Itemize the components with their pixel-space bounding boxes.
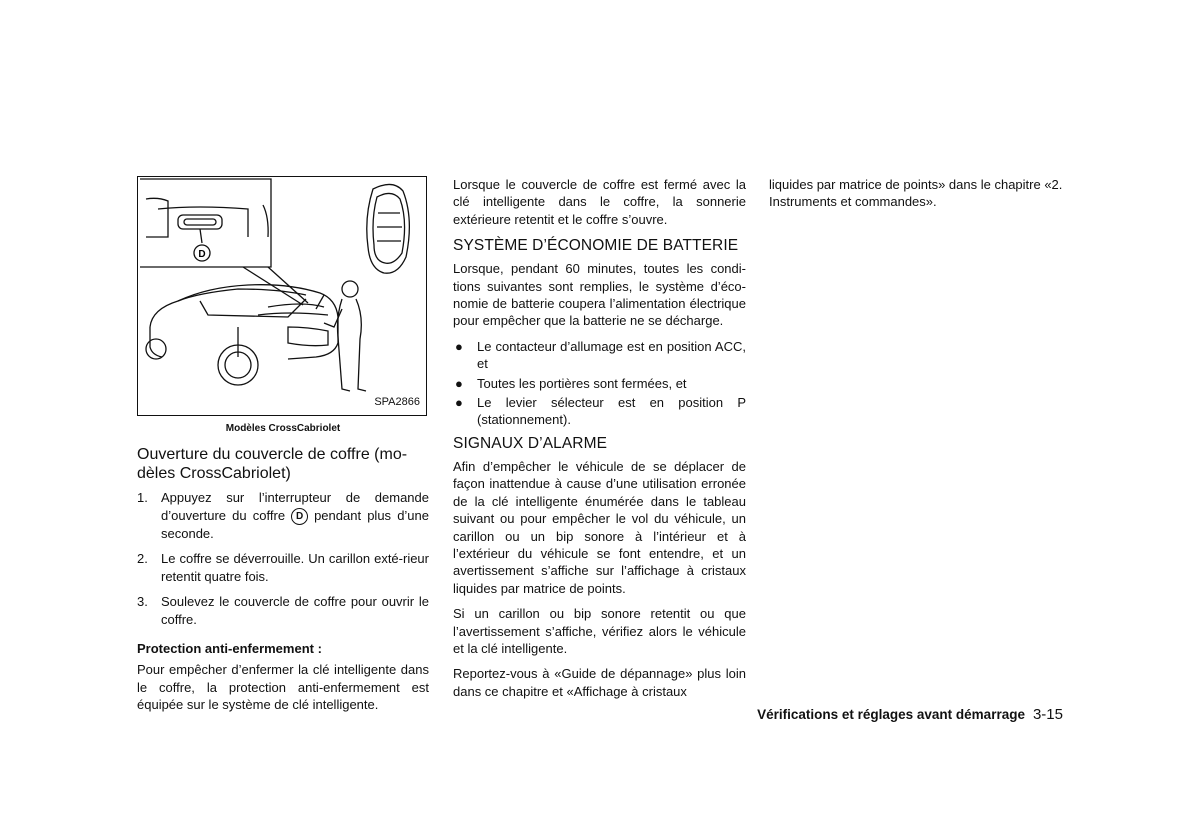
car-trunk-drawing bbox=[138, 177, 425, 414]
conditions-list bbox=[453, 338, 746, 429]
trunk-opening-illustration bbox=[137, 176, 427, 416]
battery-saver-title: SYSTÈME D’ÉCONOMIE DE BATTERIE bbox=[453, 237, 739, 255]
callout-letter-d: D bbox=[198, 249, 206, 260]
list-item: 1. Appuyez sur l’interrupteur de demande d’ouverture du coffre D pendant plus d’une seconde. bbox=[137, 490, 429, 541]
list-item: ● Le levier sélecteur est en position P (stationnement). bbox=[455, 395, 746, 428]
figure-code: SPA2866 bbox=[374, 395, 420, 408]
list-item: ● Toutes les portières sont fermées, et bbox=[455, 375, 687, 391]
list-item: ● Le contacteur d’allumage est en position ACC, et bbox=[455, 338, 746, 372]
bullet-icon: ● bbox=[455, 338, 463, 354]
trunk-switch-d-icon: D bbox=[291, 508, 308, 525]
page-number: 3-15 bbox=[1032, 706, 1063, 723]
column-left bbox=[137, 176, 429, 722]
column-middle bbox=[453, 176, 746, 708]
alarm-signals-title: SIGNAUX D’ALARME bbox=[453, 434, 608, 452]
continued-text: liquides par matrice de points» dans le chapitre «2. Instruments et commandes». bbox=[769, 177, 1063, 210]
bullet-icon: ● bbox=[455, 375, 463, 391]
section-heading-trunk-opening: Ouverture du couvercle de coffre (mo-dèles CrossCabriolet) bbox=[137, 446, 408, 483]
footer-section-title: Vérifications et réglages avant démarrage bbox=[757, 707, 1025, 722]
column-right bbox=[769, 176, 1069, 219]
bullet-icon: ● bbox=[455, 395, 463, 411]
protection-text: Pour empêcher d’enfermer la clé intelligente dans le coffre, la protection anti-enfermement est équipée sur le système de clé intelligente. bbox=[137, 662, 429, 713]
steps-list bbox=[137, 489, 429, 628]
intro-paragraph: Lorsque le couvercle de coffre est fermé avec la clé intelligente dans le coffre, la sonnerie extérieure retentit et le coffre s’ouvre. bbox=[453, 177, 746, 227]
battery-saver-text: Lorsque, pendant 60 minutes, toutes les condi-tions suivantes sont remplies, le système d’éco-nomie de batterie coupera l’alimentation électrique pour empêcher que la batterie ne se décharge. bbox=[453, 261, 746, 329]
alarm-paragraph-2: Si un carillon ou bip sonore retentit ou que l’avertissement s’affiche, vérifiez alors le véhicule et la clé intelligente. bbox=[453, 606, 746, 656]
list-item: 2. Le coffre se déverrouille. Un carillon exté-rieur retentit quatre fois. bbox=[137, 551, 429, 584]
page-footer bbox=[757, 706, 1063, 723]
alarm-paragraph-3: Reportez-vous à «Guide de dépannage» plus loin dans ce chapitre et «Affichage à cristaux bbox=[453, 666, 746, 699]
protection-heading: Protection anti-enfermement : bbox=[137, 640, 322, 656]
alarm-paragraph-1: Afin d’empêcher le véhicule de se déplacer de façon inattendue à cause d’une utilisation erronée de la clé intelligente énumérée dans le tableau suivant ou pour empêcher le vol du véhicule, un carillon ou un bip sonore à l’intérieur et à l’extérieur du véhicule se font entendre, et un avertissement s’affiche sur l’affichage à cristaux liquides par matrice de points. bbox=[453, 458, 746, 596]
list-item: 3. Soulevez le couvercle de coffre pour ouvrir le coffre. bbox=[137, 594, 429, 627]
figure-caption: Modèles CrossCabriolet bbox=[225, 423, 341, 434]
